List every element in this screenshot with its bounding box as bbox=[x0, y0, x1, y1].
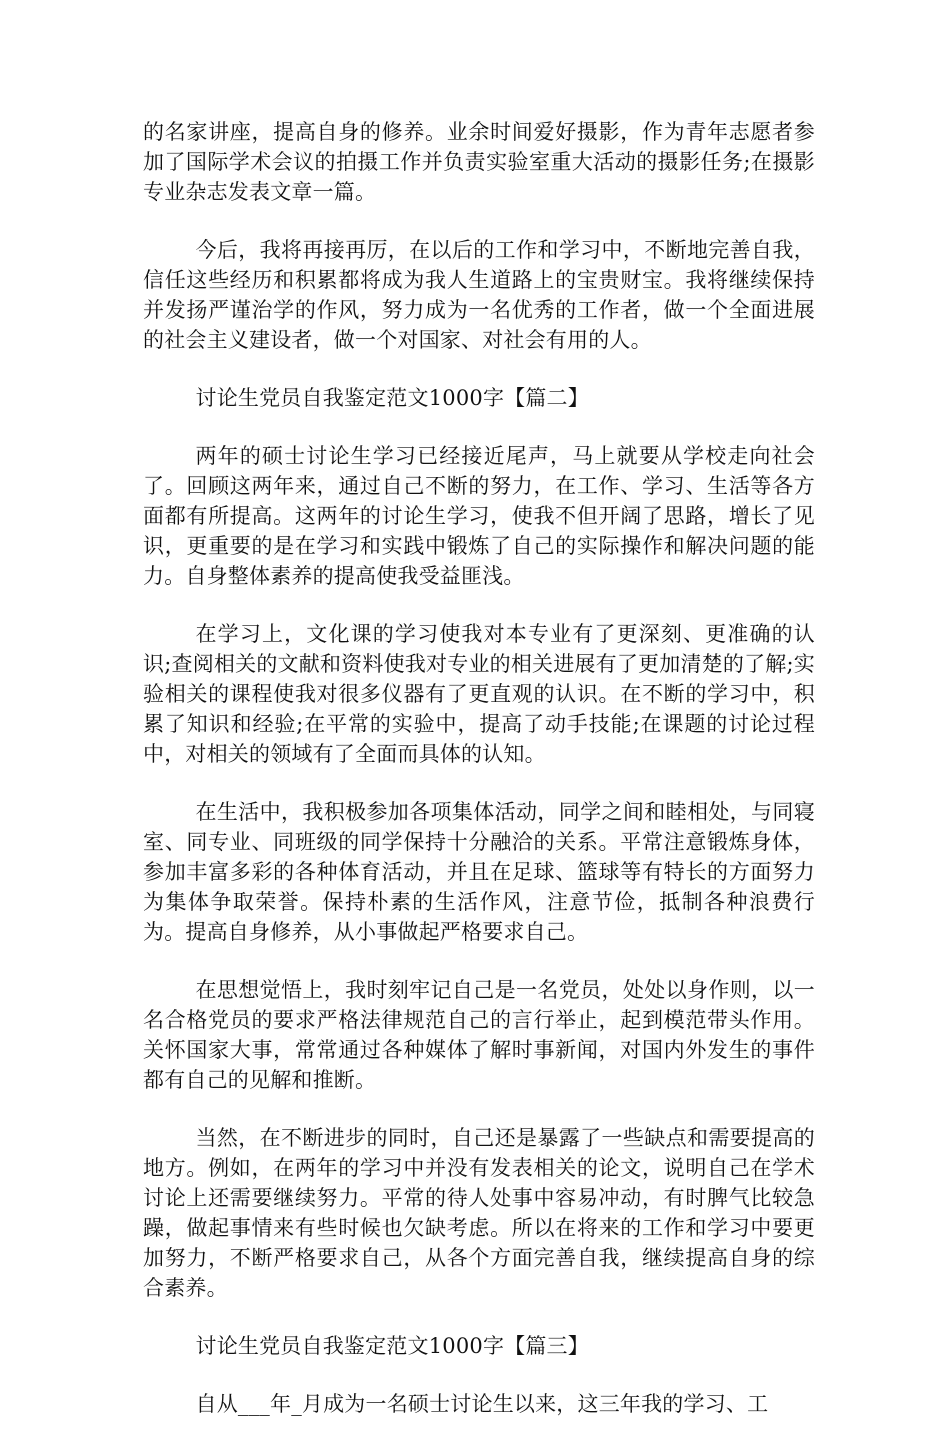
paragraph-overview: 两年的硕士讨论生学习已经接近尾声，马上就要从学校走向社会了。回顾这两年来，通过自己不断的努力，在工作、学习、生活等各方面都有所提高。这两年的讨论生学习，使我不但开阔了思路，增长了见识，更重要的是在学习和实践中锻炼了自己的实际操作和解决问题的能力。自身整体素养的提高使我受益匪浅。 bbox=[143, 444, 815, 588]
paragraph-life: 在生活中，我积极参加各项集体活动，同学之间和睦相处，与同寝室、同专业、同班级的同学保持十分融洽的关系。平常注意锻炼身体，参加丰富多彩的各种体育活动，并且在足球、篮球等有特长的方面努力为集体争取荣誉。保持朴素的生活作风，注意节俭，抵制各种浪费行为。提高自身修养，从小事做起严格要求自己。 bbox=[143, 800, 815, 944]
paragraph-ideology: 在思想觉悟上，我时刻牢记自己是一名党员，处处以身作则，以一名合格党员的要求严格法律规范自己的言行举止，起到模范带头作用。关怀国家大事，常常通过各种媒体了解时事新闻，对国内外发生的事件都有自己的见解和推断。 bbox=[143, 978, 815, 1092]
section-heading-part-three: 讨论生党员自我鉴定范文1000字【篇三】 bbox=[195, 1334, 589, 1358]
document-body bbox=[143, 117, 815, 1447]
paragraph-shortcomings: 当然，在不断进步的同时，自己还是暴露了一些缺点和需要提高的地方。例如，在两年的学习中并没有发表相关的论文，说明自己在学术讨论上还需要继续努力。平常的待人处事中容易冲动，有时脾气比较急躁，做起事情来有些时候也欠缺考虑。所以在将来的工作和学习中要更加努力，不断严格要求自己，从各个方面完善自我，继续提高自身的综合素养。 bbox=[143, 1126, 815, 1300]
paragraph-hobbies-continued: 的名家讲座，提高自身的修养。业余时间爱好摄影，作为青年志愿者参加了国际学术会议的拍摄工作并负责实验室重大活动的摄影任务;在摄影专业杂志发表文章一篇。 bbox=[143, 120, 815, 204]
paragraph-study: 在学习上，文化课的学习使我对本专业有了更深刻、更准确的认识;查阅相关的文献和资料使我对专业的相关进展有了更加清楚的了解;实验相关的课程使我对很多仪器有了更直观的认识。在不断的学习中，积累了知识和经验;在平常的实验中，提高了动手技能;在课题的讨论过程中，对相关的领域有了全面而具体的认知。 bbox=[143, 622, 815, 766]
paragraph-future-plans: 今后，我将再接再厉，在以后的工作和学习中，不断地完善自我，信任这些经历和积累都将成为我人生道路上的宝贵财宝。我将继续保持并发扬严谨治学的作风，努力成为一名优秀的工作者，做一个全面进展的社会主义建设者，做一个对国家、对社会有用的人。 bbox=[143, 238, 815, 352]
paragraph-part-three-intro: 自从___年_月成为一名硕士讨论生以来，这三年我的学习、工 bbox=[195, 1392, 769, 1416]
section-heading-part-two: 讨论生党员自我鉴定范文1000字【篇二】 bbox=[195, 386, 589, 410]
